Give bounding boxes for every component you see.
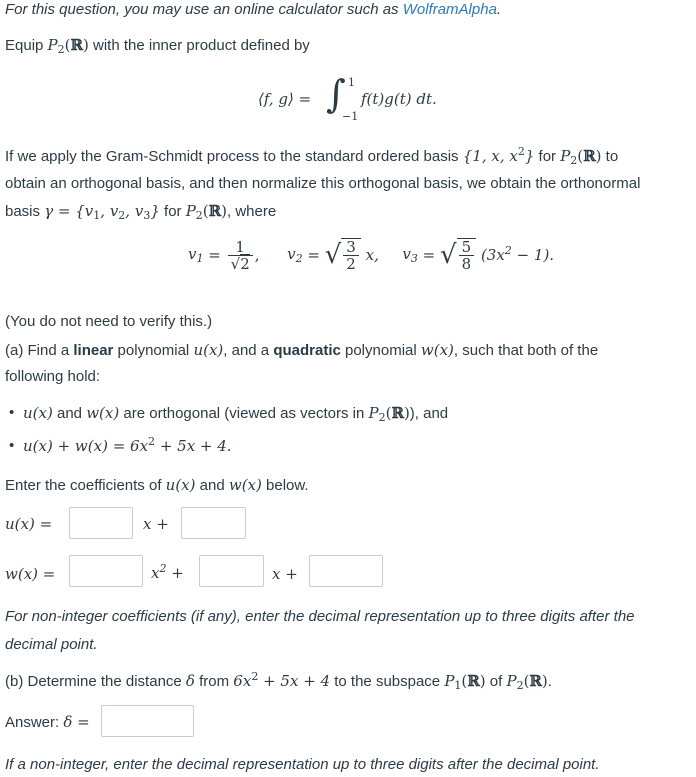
- decimal-note-line-2: decimal point.: [5, 636, 98, 653]
- integral-sign: ∫: [326, 72, 346, 116]
- reals-symbol: ℝ: [391, 404, 404, 422]
- calculator-note-period: .: [496, 1, 502, 18]
- calculator-note: [5, 0, 501, 20]
- w-x-coefficient-input[interactable]: [199, 555, 264, 587]
- p-subscript: 1: [454, 679, 462, 692]
- decimal-note-line-1: For non-integer coefficients (if any), enter the decimal representation up to three digits after the: [5, 608, 635, 625]
- p-symbol: P: [506, 672, 517, 690]
- reals-symbol: ℝ: [208, 202, 222, 220]
- bullet-text: and: [52, 405, 87, 422]
- part-b-text: from: [194, 673, 234, 690]
- subscript: 2: [118, 209, 126, 222]
- gs-for: for: [534, 148, 561, 165]
- reals-symbol: ℝ: [70, 36, 83, 54]
- integral-lower-limit: −1: [342, 110, 359, 123]
- v-subscript: 2: [295, 252, 303, 265]
- answer-label: [5, 712, 90, 733]
- v-subscript: 1: [196, 252, 204, 265]
- paren: (: [202, 202, 209, 220]
- integral-upper-limit: 1: [348, 76, 355, 89]
- exponent: 2: [251, 670, 259, 683]
- wolframalpha-link[interactable]: WolframAlpha: [402, 1, 497, 18]
- radical-sign: √: [324, 240, 342, 270]
- v-symbol: v: [188, 245, 197, 263]
- paren: (: [385, 404, 392, 422]
- paren: ): [403, 404, 410, 422]
- answer-text: Answer:: [5, 714, 64, 731]
- equip-suffix: with the inner product defined by: [88, 37, 310, 54]
- gs-where: , where: [226, 203, 277, 220]
- integrand: f(t)g(t) dt.: [361, 90, 437, 108]
- enter-coefficients-prompt: [5, 475, 309, 496]
- enter-text: Enter the coefficients of: [5, 477, 166, 494]
- part-a-text: , such that both of the: [453, 342, 599, 359]
- gs-text: If we apply the Gram-Schmidt process to the standard ordered basis: [5, 148, 463, 165]
- gram-schmidt-line-3: [5, 201, 276, 226]
- v1-label: [188, 245, 203, 265]
- u-symbol: u(x): [23, 404, 53, 422]
- p-symbol: P: [560, 147, 571, 165]
- paren: ): [595, 147, 602, 165]
- part-b-text: (b) Determine the distance: [5, 673, 186, 690]
- paren: ): [541, 672, 548, 690]
- v1-fraction: [228, 239, 253, 272]
- quadratic-word: quadratic: [273, 342, 341, 359]
- sqrt-operand: 2: [240, 254, 250, 273]
- fraction-denominator: 2: [346, 255, 356, 273]
- plus: +: [166, 564, 184, 582]
- part-a-line-1: [5, 340, 598, 361]
- bullet-text: ), and: [409, 405, 449, 422]
- final-decimal-note: If a non-integer, enter the decimal representation up to three digits after the decimal point.: [5, 756, 600, 773]
- target-polynomial: + 5x + 4: [258, 672, 331, 690]
- exponent: 2: [159, 562, 167, 575]
- v2-label: [287, 245, 302, 265]
- part-b-prompt: [5, 671, 552, 696]
- gs-for: for: [159, 203, 186, 220]
- subscript: 1: [93, 209, 101, 222]
- p-subscript: 2: [570, 154, 578, 167]
- u-label: u(x) =: [5, 515, 53, 533]
- poly-text: − 1).: [511, 246, 555, 264]
- p-symbol: P: [47, 36, 58, 54]
- part-a-text: , and a: [223, 342, 274, 359]
- w-label: w(x) =: [5, 565, 56, 583]
- p-subscript: 2: [195, 209, 203, 222]
- calculator-note-text: For this question, you may use an online calculator such as: [5, 1, 403, 18]
- w-x2-coefficient-input[interactable]: [69, 555, 143, 587]
- reals-symbol: ℝ: [467, 672, 480, 690]
- target-polynomial: 6x: [233, 672, 252, 690]
- fraction-numerator: 1: [228, 239, 253, 256]
- part-b-text: of: [485, 673, 507, 690]
- basis-exponent: 2: [517, 145, 525, 158]
- standard-basis: {1, x, x: [462, 147, 518, 165]
- fraction-denominator: √2: [230, 254, 250, 273]
- part-b-text: .: [547, 673, 552, 690]
- enter-text: and: [195, 477, 229, 494]
- equals-sign: =: [208, 246, 221, 264]
- basis-close: }: [524, 147, 535, 165]
- w-symbol: w(x): [86, 404, 120, 422]
- part-a-text: polynomial: [340, 342, 421, 359]
- fraction-numerator: 3: [343, 239, 359, 256]
- delta-equals: δ =: [63, 713, 90, 731]
- p-subscript: 2: [378, 411, 386, 424]
- condition-sum: [0, 436, 448, 457]
- fraction-denominator: 8: [461, 255, 472, 273]
- u-x-plus: x +: [143, 515, 169, 533]
- radicand: [457, 238, 477, 272]
- part-a-text: polynomial: [113, 342, 194, 359]
- p-subscript: 2: [57, 43, 65, 56]
- no-verify-note: (You do not need to verify this.): [5, 313, 213, 330]
- u-symbol: u(x): [165, 476, 196, 494]
- p-symbol: P: [368, 404, 379, 422]
- sum-equation: + 5x + 4.: [155, 437, 232, 455]
- linear-word: linear: [73, 342, 114, 359]
- u-symbol: u(x): [193, 341, 224, 359]
- v2-sqrt: [325, 238, 361, 272]
- delta-symbol: δ: [185, 672, 195, 690]
- reals-symbol: ℝ: [583, 147, 596, 165]
- u-constant-input[interactable]: [181, 507, 246, 539]
- paren: (: [577, 147, 584, 165]
- v2-fraction: [343, 239, 359, 272]
- conditions-list: [0, 403, 448, 457]
- gamma-set: , v: [125, 202, 144, 220]
- u-x-coefficient-input[interactable]: [69, 507, 133, 539]
- paren: ): [82, 36, 89, 54]
- enter-text: below.: [261, 477, 309, 494]
- radicand: [341, 238, 361, 272]
- v3-fraction: [459, 239, 475, 272]
- gram-schmidt-line-2: obtain an orthogonal basis, and then normalize this orthogonal basis, we obtain the orthonormal: [5, 175, 641, 192]
- p-symbol: P: [185, 202, 196, 220]
- p-subscript: 2: [516, 679, 524, 692]
- exponent: 2: [148, 435, 156, 448]
- part-a-text: (a) Find a: [5, 342, 74, 359]
- gamma-close: }: [150, 202, 160, 220]
- gamma-set: γ = {v: [44, 202, 94, 220]
- equip-prefix: Equip: [5, 37, 48, 54]
- comma: ,: [254, 246, 260, 264]
- equals-sign: =: [422, 246, 436, 264]
- poly-text: (3x: [480, 246, 505, 264]
- v-subscript: 3: [410, 252, 418, 265]
- paren: (: [64, 36, 71, 54]
- part-a-line-2: following hold:: [5, 368, 101, 385]
- part-b-text: to the subspace: [330, 673, 445, 690]
- condition-orthogonal: [0, 403, 448, 428]
- w-constant-input[interactable]: [309, 555, 383, 587]
- radical-sign: √: [440, 240, 457, 270]
- gs-basis-word: basis: [5, 203, 45, 220]
- v3-sqrt: [440, 238, 476, 272]
- v-symbol: v: [402, 245, 411, 263]
- paren: ): [479, 672, 486, 690]
- p-symbol: P: [444, 672, 455, 690]
- v3-polynomial: [481, 246, 554, 264]
- gram-schmidt-line-1: [5, 146, 618, 171]
- v3-label: [402, 245, 417, 265]
- paren: ): [221, 202, 227, 220]
- fraction-numerator: 5: [459, 239, 475, 256]
- reals-symbol: ℝ: [529, 672, 542, 690]
- orthonormal-vectors-formula: [188, 238, 554, 288]
- subscript: 3: [143, 209, 151, 222]
- w-x2-term: [151, 563, 184, 583]
- w-symbol: w(x): [420, 341, 454, 359]
- inner-product-lhs: ⟨f, g⟩ =: [258, 90, 312, 108]
- v2-x: x,: [365, 246, 379, 264]
- bullet-text: are orthogonal (viewed as vectors in: [119, 405, 369, 422]
- w-symbol: w(x): [228, 476, 262, 494]
- gs-to: to: [601, 148, 619, 165]
- x-symbol: x: [151, 564, 160, 582]
- distance-answer-input[interactable]: [101, 705, 194, 737]
- v-symbol: v: [287, 245, 296, 263]
- poly-exponent: 2: [504, 244, 512, 257]
- sum-equation: u(x) + w(x) = 6x: [23, 437, 149, 455]
- paren: (: [461, 672, 468, 690]
- equals-sign: =: [307, 246, 320, 264]
- w-x-plus: x +: [272, 565, 298, 583]
- equip-statement: [5, 35, 310, 60]
- paren: (: [523, 672, 530, 690]
- gamma-set: , v: [100, 202, 119, 220]
